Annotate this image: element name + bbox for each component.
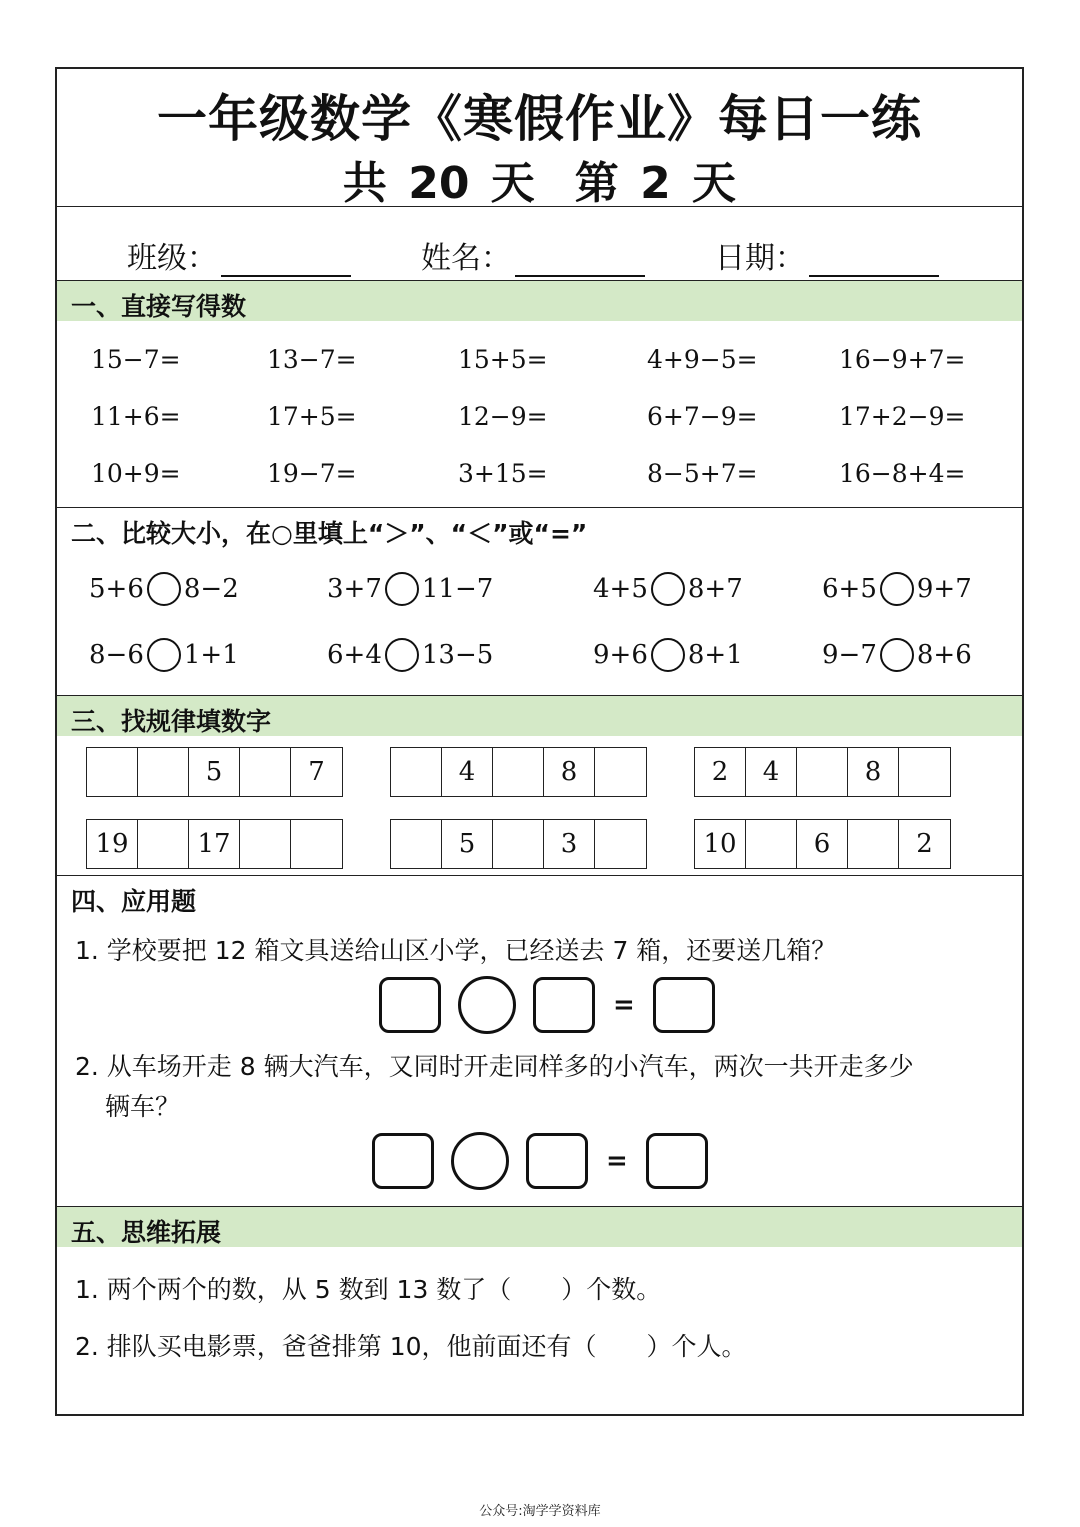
arithmetic-problem: 17+5= xyxy=(267,402,357,431)
date-label: 日期： xyxy=(715,241,805,276)
section2-title: 二、比较大小，在○里填上“＞”、“＜”或“=” xyxy=(71,519,588,548)
current-day: 第 2 天 xyxy=(574,158,737,209)
arithmetic-problem: 3+15= xyxy=(458,459,548,488)
compare-left: 6+4 xyxy=(327,640,382,670)
name-label: 姓名： xyxy=(421,241,511,276)
sequence-blank-cell[interactable] xyxy=(391,748,442,796)
thinking-question-1: 1. 两个两个的数，从 5 数到 13 数了（ ）个数。 xyxy=(75,1275,662,1304)
compare-circle[interactable] xyxy=(385,638,419,672)
sequence-cell: 10 xyxy=(695,820,746,868)
answer-row-1 xyxy=(379,976,715,1034)
section5-title: 五、思维拓展 xyxy=(71,1218,222,1247)
sequence-blank-cell[interactable] xyxy=(240,748,291,796)
number-sequence xyxy=(390,747,647,797)
word-problem-1: 1. 学校要把 12 箱文具送给山区小学，已经送去 7 箱，还要送几箱？ xyxy=(75,936,837,965)
class-label: 班级： xyxy=(127,241,217,276)
sequence-cell: 3 xyxy=(544,820,595,868)
sequence-blank-cell[interactable] xyxy=(595,820,646,868)
compare-problem xyxy=(327,572,493,606)
compare-circle[interactable] xyxy=(880,638,914,672)
number-sequence xyxy=(390,819,647,869)
word-problem-2: 2. 从车场开走 8 辆大汽车，又同时开走同样多的小汽车，两次一共开走多少 xyxy=(75,1052,914,1081)
arithmetic-problem: 13−7= xyxy=(267,345,357,374)
compare-right: 8+7 xyxy=(687,574,743,604)
page-subtitle xyxy=(57,147,1022,211)
compare-circle[interactable] xyxy=(651,572,685,606)
compare-left: 3+7 xyxy=(327,574,382,604)
number-sequence xyxy=(694,819,951,869)
compare-right: 13−5 xyxy=(421,640,494,670)
compare-circle[interactable] xyxy=(385,572,419,606)
compare-problem xyxy=(89,638,239,672)
number-sequence xyxy=(694,747,951,797)
number-sequence xyxy=(86,747,343,797)
sequence-cell: 2 xyxy=(916,829,933,859)
sequence-blank-cell[interactable] xyxy=(493,748,544,796)
compare-left: 6+5 xyxy=(822,574,877,604)
compare-problem xyxy=(822,572,972,606)
divider xyxy=(57,206,1022,207)
compare-problem xyxy=(822,638,972,672)
operator-circle[interactable] xyxy=(451,1132,509,1190)
compare-right: 8+1 xyxy=(687,640,743,670)
section3-title: 三、找规律填数字 xyxy=(71,707,272,736)
equals-sign: = xyxy=(613,990,635,1020)
compare-right: 8−2 xyxy=(183,574,239,604)
compare-circle[interactable] xyxy=(651,638,685,672)
sequence-cell: 19 xyxy=(87,820,138,868)
compare-right: 8+6 xyxy=(916,640,972,670)
compare-left: 8−6 xyxy=(89,640,144,670)
sequence-blank-cell[interactable] xyxy=(391,820,442,868)
arithmetic-problem: 10+9= xyxy=(91,459,181,488)
sequence-cell: 5 xyxy=(189,748,240,796)
compare-left: 9+6 xyxy=(593,640,648,670)
sequence-cell: 7 xyxy=(308,757,325,787)
sequence-blank-cell[interactable] xyxy=(899,748,950,796)
arithmetic-problem: 17+2−9= xyxy=(839,402,966,431)
answer-box[interactable] xyxy=(653,977,715,1033)
compare-right: 9+7 xyxy=(916,574,972,604)
arithmetic-problem: 16−8+4= xyxy=(839,459,966,488)
compare-circle[interactable] xyxy=(147,572,181,606)
answer-box[interactable] xyxy=(646,1133,708,1189)
sequence-cell: 2 xyxy=(695,748,746,796)
sequence-cell: 4 xyxy=(442,748,493,796)
sequence-cell: 5 xyxy=(442,820,493,868)
sequence-cell: 8 xyxy=(544,748,595,796)
date-field xyxy=(715,233,939,277)
compare-right: 11−7 xyxy=(421,574,494,604)
name-field xyxy=(421,233,645,277)
compare-problem xyxy=(593,638,743,672)
arithmetic-problem: 15−7= xyxy=(91,345,181,374)
arithmetic-problem: 15+5= xyxy=(458,345,548,374)
answer-box[interactable] xyxy=(372,1133,434,1189)
sequence-cell: 8 xyxy=(848,748,899,796)
sequence-blank-cell[interactable] xyxy=(493,820,544,868)
name-blank[interactable] xyxy=(515,241,645,277)
compare-circle[interactable] xyxy=(147,638,181,672)
sequence-cell: 4 xyxy=(746,748,797,796)
arithmetic-problem: 8−5+7= xyxy=(647,459,758,488)
sequence-blank-cell[interactable] xyxy=(240,820,291,868)
compare-problem xyxy=(593,572,743,606)
section1-title: 一、直接写得数 xyxy=(71,292,247,321)
equals-sign: = xyxy=(606,1146,628,1176)
compare-right: 1+1 xyxy=(183,640,239,670)
answer-row-2 xyxy=(372,1132,708,1190)
sequence-blank-cell[interactable] xyxy=(138,748,189,796)
sequence-blank-cell[interactable] xyxy=(797,748,848,796)
operator-circle[interactable] xyxy=(458,976,516,1034)
word-problem-2-cont: 辆车？ xyxy=(105,1092,181,1121)
compare-problem xyxy=(327,638,493,672)
arithmetic-problem: 12−9= xyxy=(458,402,548,431)
arithmetic-problem: 11+6= xyxy=(91,402,181,431)
thinking-question-2: 2. 排队买电影票，爸爸排第 10，他前面还有（ ）个人。 xyxy=(75,1332,747,1361)
arithmetic-problem: 19−7= xyxy=(267,459,357,488)
arithmetic-problem: 4+9−5= xyxy=(647,345,758,374)
total-days: 共 20 天 xyxy=(342,158,535,209)
date-blank[interactable] xyxy=(809,241,939,277)
divider xyxy=(57,875,1022,876)
class-blank[interactable] xyxy=(221,241,351,277)
sequence-blank-cell[interactable] xyxy=(595,748,646,796)
section4-title: 四、应用题 xyxy=(71,887,197,916)
compare-left: 5+6 xyxy=(89,574,144,604)
sequence-blank-cell[interactable] xyxy=(848,820,899,868)
answer-box[interactable] xyxy=(526,1133,588,1189)
footer-watermark: 公众号:淘学学资料库 xyxy=(479,1504,601,1519)
arithmetic-problem: 16−9+7= xyxy=(839,345,966,374)
page-title: 一年级数学《寒假作业》每日一练 xyxy=(157,90,922,148)
worksheet xyxy=(55,67,1024,1416)
number-sequence xyxy=(86,819,343,869)
sequence-cell: 6 xyxy=(797,820,848,868)
sequence-blank-cell[interactable] xyxy=(138,820,189,868)
sequence-blank-cell[interactable] xyxy=(87,748,138,796)
divider xyxy=(57,507,1022,508)
sequence-blank-cell[interactable] xyxy=(746,820,797,868)
compare-problem xyxy=(89,572,239,606)
compare-circle[interactable] xyxy=(880,572,914,606)
compare-left: 9−7 xyxy=(822,640,877,670)
sequence-blank-cell[interactable] xyxy=(291,820,342,868)
answer-box[interactable] xyxy=(533,977,595,1033)
sequence-cell: 17 xyxy=(189,820,240,868)
arithmetic-problem: 6+7−9= xyxy=(647,402,758,431)
compare-left: 4+5 xyxy=(593,574,648,604)
class-field xyxy=(127,233,351,277)
answer-box[interactable] xyxy=(379,977,441,1033)
